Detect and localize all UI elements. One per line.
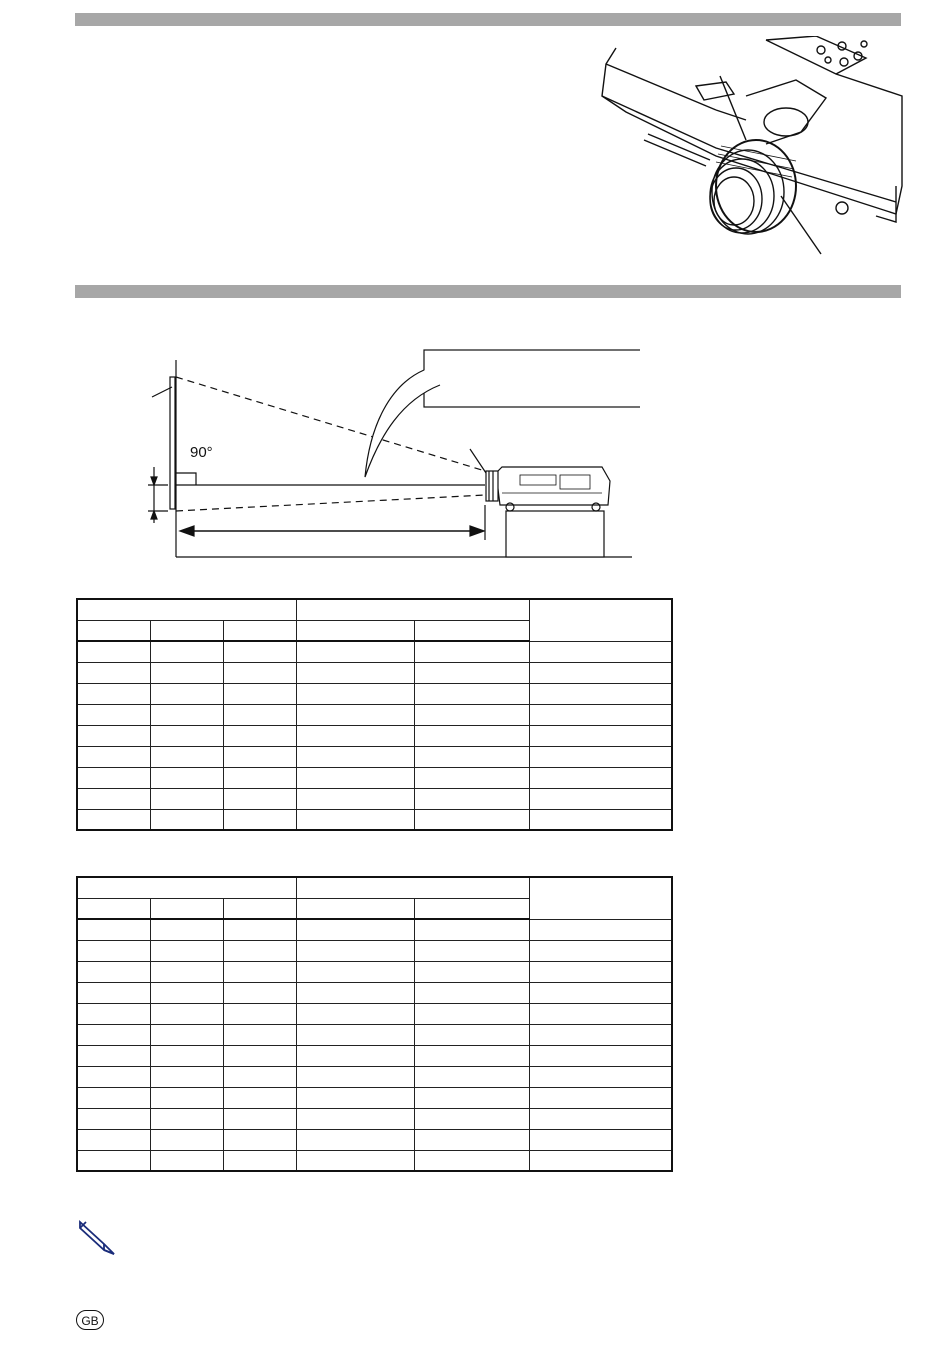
table-row <box>77 746 672 767</box>
table-subheader-cell <box>150 898 223 919</box>
table-subheader-cell <box>414 620 529 641</box>
table-header-cell <box>77 877 296 898</box>
table-row <box>77 662 672 683</box>
projection-distance-diagram <box>140 345 640 565</box>
right-angle-label: 90° <box>190 444 213 461</box>
section-header-bar-middle <box>75 285 901 298</box>
table-subheader-cell <box>77 898 150 919</box>
table-subheader-cell <box>414 898 529 919</box>
table-subheader-cell <box>296 620 414 641</box>
table-header-cell <box>296 599 529 620</box>
pencil-note-icon <box>76 1218 122 1258</box>
projection-table-2 <box>76 876 673 1172</box>
table-row <box>77 725 672 746</box>
table-row <box>77 788 672 809</box>
table-row <box>77 982 672 1003</box>
region-badge: GB <box>76 1310 104 1330</box>
table-row <box>77 767 672 788</box>
table-row <box>77 1108 672 1129</box>
table-subheader-cell <box>223 898 296 919</box>
table-row <box>77 809 672 830</box>
table-row <box>77 1087 672 1108</box>
table-subheader-cell <box>150 620 223 641</box>
table-subheader-cell <box>296 898 414 919</box>
table-row <box>77 940 672 961</box>
table-row <box>77 1150 672 1171</box>
table-row <box>77 683 672 704</box>
table-row <box>77 704 672 725</box>
table-row <box>77 919 672 940</box>
table-row <box>77 641 672 662</box>
table-row <box>77 1045 672 1066</box>
projector-lens-illustration <box>596 36 906 256</box>
section-header-bar-top <box>75 13 901 26</box>
table-row <box>77 1066 672 1087</box>
table-row <box>77 1129 672 1150</box>
table-row <box>77 1024 672 1045</box>
table-row <box>77 961 672 982</box>
table-header-cell <box>529 877 672 919</box>
table-header-cell <box>77 599 296 620</box>
table-header-cell <box>529 599 672 641</box>
table-header-cell <box>296 877 529 898</box>
table-subheader-cell <box>223 620 296 641</box>
table-subheader-cell <box>77 620 150 641</box>
projection-table-1 <box>76 598 673 831</box>
table-row <box>77 1003 672 1024</box>
